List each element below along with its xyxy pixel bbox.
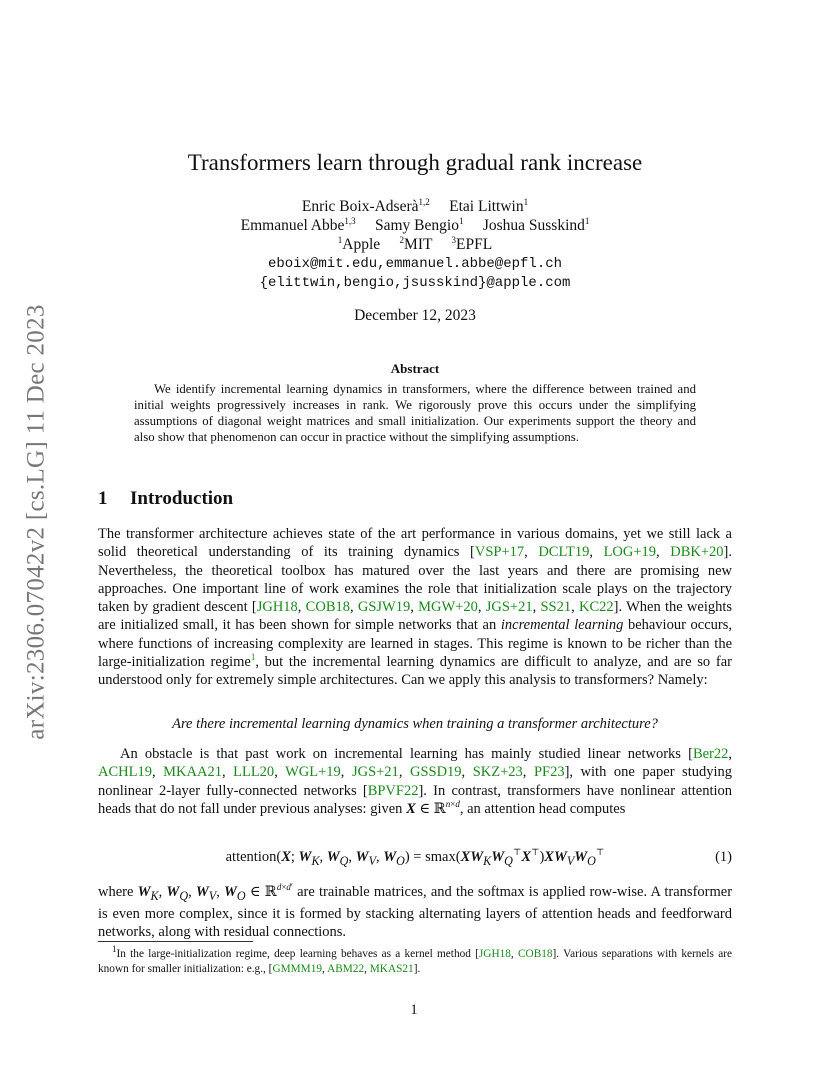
abstract-text: We identify incremental learning dynamics in transformers, where the difference between trained and initial weights progressively increases in rank. We rigorously prove this occurs under the simplifying assumptions of diagonal weight matrices and small initialization. Our experiments support the theory and also show that phenomenon can occur in practice without the simplifying assumptions.	[134, 382, 696, 444]
paper-date: December 12, 2023	[354, 307, 476, 324]
author-name: Emmanuel Abbe	[240, 217, 345, 234]
intro-paragraph-1: The transformer architecture achieves state of the art performance in various domains, yet we still lack a solid theoretical understanding of its training dynamics [VSP+17, DCLT19, LOG+19, DBK+20]. Nevertheless, the theoretical toolbox has matured over the last years and there are promising new approaches. One important line of work examines the role that initialization scale plays on the trajectory taken by gradient descent [JGH18, COB18, GSJW19, MGW+20, JGS+21, SS21, KC22]. When the weights are initialized small, it has been shown for simple networks that an incremental learning behaviour occurs, where functions of increasing complexity are learned in stages. This regime is known to be richer than the large-initialization regime$^1$, but the incremental learning dynamics are difficult to analyze, and are so far understood only for extremely simple architectures. Can we apply this analysis to transformers? Namely:	[98, 526, 733, 689]
intro-paragraph-3: where $W_K$, $W_Q$, $W_V$, $W_O$ ∈ ℝ$^{d\times d'}$ are trainable matrices, and the softmax is applied row-wise. A transformer is even more complex, since it is formed by stacking alternating layers of attention heads and feedforward networks, along with residual connections.	[98, 882, 733, 941]
math-inline: X ∈ ℝ$^{n\times d}$	[406, 799, 460, 817]
section-number: 1	[98, 488, 108, 509]
citation-link[interactable]: JGH18	[256, 599, 298, 616]
citation-link[interactable]: LLL20	[233, 764, 275, 781]
citation-link[interactable]: ABM22	[327, 963, 365, 975]
equation-1	[98, 849, 732, 871]
affil-number: 1	[337, 234, 343, 245]
footnote-1: $^1$In the large-initialization regime, deep learning behaves as a kernel method [JGH18, COB18]. Various separations with kernels are known for smaller initialization: e.g., [GMMM19, ABM22, MKAS21].	[98, 944, 732, 975]
citation-link[interactable]: MKAS21	[369, 963, 414, 975]
email-line-2: {elittwin,bengio,jsusskind}@apple.com	[259, 275, 571, 291]
emphasis-text: incremental learning	[500, 617, 624, 634]
citation-link[interactable]: KC22	[578, 599, 614, 616]
citation-link[interactable]: COB18	[518, 948, 553, 960]
affiliations-line	[100, 236, 730, 254]
author-line-2	[100, 217, 730, 235]
author-name: Enric Boix-Adserà	[301, 198, 419, 215]
citation-link[interactable]: GSSD19	[409, 764, 462, 781]
affil-apple: Apple	[342, 236, 381, 253]
citation-link[interactable]: VSP+17	[474, 544, 525, 561]
research-question: Are there incremental learning dynamics when training a transformer architecture?	[172, 716, 658, 732]
citation-link[interactable]: MGW+20	[418, 599, 478, 616]
equation-number: (1)	[715, 849, 732, 865]
citation-link[interactable]: MKAA21	[163, 764, 222, 781]
author-affil: 1	[458, 215, 464, 226]
footnote-mark: 1	[112, 944, 117, 955]
page-number: 1	[410, 1002, 418, 1018]
citation-link[interactable]: PF23	[533, 764, 565, 781]
section-title: Introduction	[130, 488, 234, 509]
author-affil: 1,2	[418, 196, 430, 207]
affil-number: 2	[399, 234, 405, 245]
citation-link[interactable]: Ber22	[692, 746, 729, 762]
affil-epfl: EPFL	[456, 236, 493, 253]
footnote-link[interactable]: 1	[250, 652, 256, 663]
citation-link[interactable]: SKZ+23	[472, 764, 523, 781]
citation-link[interactable]: DCLT19	[538, 544, 590, 561]
author-name: Samy Bengio	[374, 217, 459, 234]
author-line-1	[100, 198, 730, 216]
author-affil: 1,3	[344, 215, 356, 226]
author-name: Joshua Susskind	[482, 217, 585, 234]
citation-link[interactable]: DBK+20	[670, 544, 724, 561]
citation-link[interactable]: WGL+19	[285, 764, 341, 781]
email-line-1: eboix@mit.edu,emmanuel.abbe@epfl.ch	[267, 256, 563, 272]
citation-link[interactable]: BPVF22	[367, 782, 419, 799]
citation-link[interactable]: LOG+19	[603, 544, 657, 561]
citation-link[interactable]: JGS+21	[485, 599, 533, 616]
equation-body: attention(X; $W_K$, $W_Q$, $W_V$, $W_O) = smax(XW_KW_Q^⊤X^⊤)XW_VW_O^⊤$	[225, 847, 605, 868]
citation-link[interactable]: GSJW19	[357, 599, 411, 616]
affil-number: 3	[451, 234, 457, 245]
citation-link[interactable]: SS21	[540, 599, 572, 616]
arxiv-id: arXiv:2306.07042v2 [cs.LG] 11 Dec 2023	[23, 304, 51, 740]
math-inline: $W_K$, $W_Q$, $W_V$, $W_O$ ∈ ℝ$^{d\times d'}$	[137, 882, 293, 903]
author-name: Etai Littwin	[449, 198, 524, 215]
author-affil: 1	[523, 196, 529, 207]
citation-link[interactable]: ACHL19	[98, 764, 152, 781]
affil-mit: MIT	[404, 236, 433, 253]
footnote-divider	[98, 941, 253, 942]
paper-title: Transformers learn through gradual rank increase	[187, 150, 643, 175]
citation-link[interactable]: COB18	[305, 599, 350, 616]
intro-paragraph-2: An obstacle is that past work on incremental learning has mainly studied linear networks [Ber22, ACHL19, MKAA21, LLL20, WGL+19, JGS+21, GSSD19, SKZ+23, PF23], with one paper studying nonlinear 2-layer fully-connected networks [BPVF22]. In contrast, transformers have nonlinear attention heads that do not fall under previous analyses: given X ∈ ℝ$^{n\times d}$, an attention head computes	[98, 746, 733, 817]
section-heading	[98, 488, 233, 510]
citation-link[interactable]: GMMM19	[272, 963, 323, 975]
citation-link[interactable]: JGH18	[478, 948, 511, 960]
abstract-heading: Abstract	[390, 361, 440, 376]
author-affil: 1	[584, 215, 590, 226]
citation-link[interactable]: JGS+21	[351, 764, 399, 781]
arxiv-sidebar-stamp	[22, 285, 52, 759]
